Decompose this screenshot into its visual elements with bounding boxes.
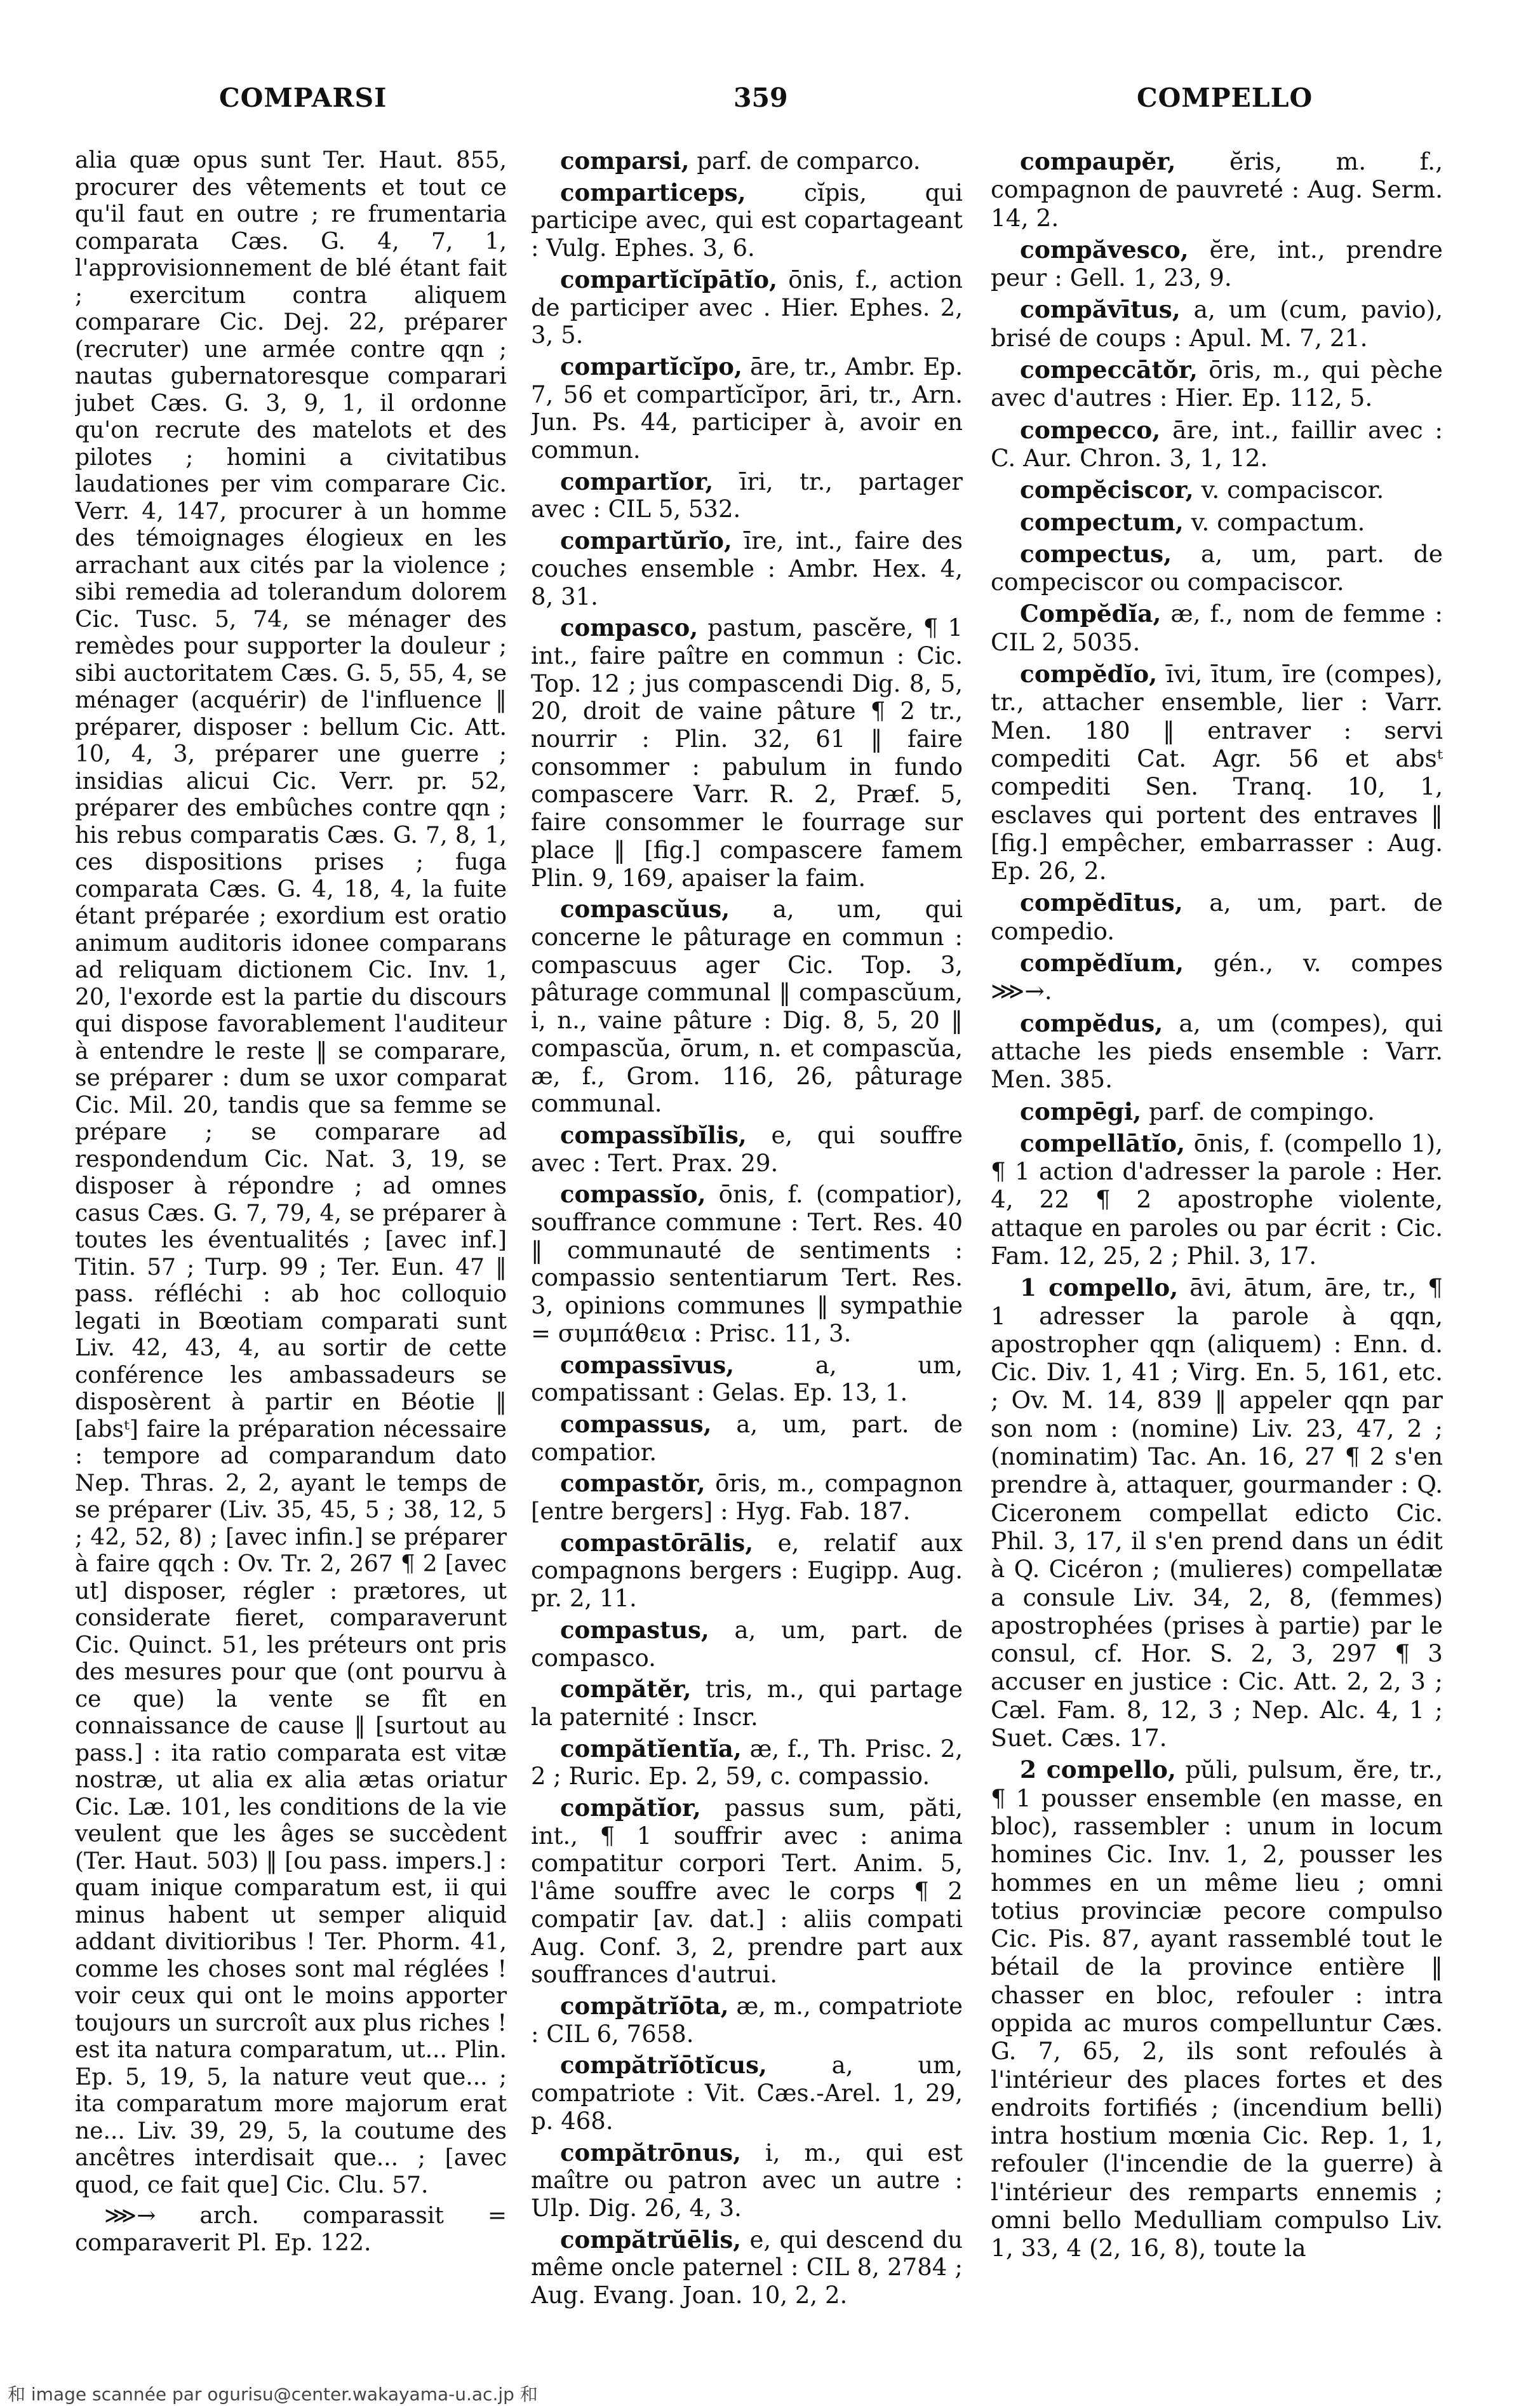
dictionary-entry [531,1529,963,1613]
dictionary-entry [991,949,1443,1005]
entry-text: āre, tr., Ambr. Ep. 7, 56 et compartĭcĭpor, āri, tr., Arn. Jun. Ps. 44, participer à, avoir en commun. [531,353,963,464]
entry-headword: compătrĭōta, [560,1992,729,2020]
dictionary-entry [991,1009,1443,1094]
dictionary-entry [991,540,1443,596]
entry-headword: 1 compello, [1020,1274,1179,1302]
dictionary-entry [531,468,963,523]
entry-headword: compĕdus, [1020,1009,1163,1037]
entry-headword: compassus, [560,1409,712,1438]
dictionary-entry [991,356,1443,412]
entry-headword: 2 compello, [1020,1756,1176,1784]
dictionary-entry [531,1181,963,1347]
entry-text: e, relatif aux compagnons bergers : Eugipp. Aug. pr. 2, 11. [531,1529,963,1613]
entry-headword: comparsi, [560,147,690,175]
dictionary-entry [531,2226,963,2309]
dictionary-entry [991,476,1443,504]
dictionary-entry [531,1794,963,1989]
dictionary-entry [531,266,963,349]
dictionary-entry [991,416,1443,473]
entry-text: ōnis, f. (compatior), souffrance commune : Tert. Res. 40 ‖ communauté de sentiments : compassio sententiarum Tert. Res. 3, opinions communes ‖ sympathie = συμπάθεια : Prisc. 11, 3. [531,1181,963,1347]
entry-text: ⋙→ arch. comparassit = comparaverit Pl. Ep. 122. [75,2203,507,2256]
entry-headword: compastōrālis, [560,1528,754,1557]
entry-text: passus sum, păti, int., ¶ 1 souffrir avec : anima compatitur corpori Tert. Anim. 5, l'âme souffre avec le corps ¶ 2 compatir [av. dat.] : aliis compati Aug. Conf. 3, 2, prendre part aux souffrances d'autrui. [531,1794,963,1989]
entry-text: īvi, ītum, īre (compes), tr., attacher ensemble, lier : Varr. Men. 180 ‖ entraver : servi compediti Cat. Agr. 56 et absᵗ compediti Sen. Tranq. 10, 1, esclaves qui portent des entraves ‖ [fig.] empêcher, embarrasser : Aug. Ep. 26, 2. [991,660,1443,885]
dictionary-entry [531,1993,963,2048]
entry-text: æ, f., nom de femme : CIL 2, 5035. [991,600,1443,656]
entry-headword: compartĭcĭpātĭo, [560,265,777,293]
entry-text: i, m., qui est maître ou patron avec un autre : Ulp. Dig. 26, 4, 3. [531,2139,963,2222]
entry-headword: compascŭus, [560,895,730,924]
entry-text: alia quæ opus sunt Ter. Haut. 855, procurer des vêtements et tout ce qu'il faut en outre ; re frumentaria comparata Cæs. G. 4, 7, 1, l'approvisionnement de blé étant fait ; exercitum contra aliquem comparare Cic. Dej. 22, préparer (recruter) une armée contre qqn ; nautas gubernatoresque comparari jubet Cæs. G. 3, 9, 1, il ordonne qu'on recrute des matelots et des pilotes ; homini a civitatibus laudationes per vim comparare Cic. Verr. 4, 147, procurer à un homme des témoignages élogieux en les arrachant aux cités par la violence ; sibi remedia ad tolerandum dolorem Cic. Tusc. 5, 74, se ménager des remèdes pour supporter la douleur ; sibi auctoritatem Cæs. G. 5, 55, 4, se ménager (acquérir) de l'influence ‖ préparer, disposer : bellum Cic. Att. 10, 4, 3, préparer une guerre ; insidias alicui Cic. Verr. pr. 52, préparer des embûches contre qqn ; his rebus comparatis Cæs. G. 7, 8, 1, ces dispositions prises ; fuga comparata Cæs. G. 4, 18, 4, la fuite étant préparée ; exordium est oratio animum auditoris idonee comparans ad reliquam dictionem Cic. Inv. 1, 20, l'exorde est la partie du discours qui dispose favorablement l'auditeur à entendre le reste ‖ se comparare, se préparer : dum se uxor comparat Cic. Mil. 20, tandis que sa femme se prépare ; se comparare ad respondendum Cic. Nat. 3, 19, se disposer à répondre ; ad omnes casus Cæs. G. 7, 79, 4, se préparer à toutes les éventualités ; [avec inf.] Titin. 57 ; Turp. 99 ; Ter. Eun. 47 ‖ pass. réfléchi : ab hoc colloquio legati in Bœotiam comparati sunt Liv. 42, 43, 4, au sortir de cette conférence les ambassadeurs se disposèrent à partir en Béotie ‖ [absᵗ] faire la préparation nécessaire : tempore ad comparandum dato Nep. Thras. 2, 2, ayant le temps de se préparer (Liv. 35, 45, 5 ; 38, 12, 5 ; 42, 52, 8) ; [avec infin.] se préparer à faire qqch : Ov. Tr. 2, 267 ¶ 2 [avec ut] disposer, régler : prætores, ut considerate fieret, comparaverunt Cic. Quinct. 51, les préteurs ont pris des mesures pour que (ont pourvu à ce que) la vente se fît en connaissance de cause ‖ [surtout au pass.] : ita ratio comparata est vitæ nostræ, ut alia ex alia ætas oriatur Cic. Læ. 101, les conditions de la vie veulent que les âges se succèdent (Ter. Haut. 503) ‖ [ou pass. impers.] : quam inique comparatum est, ii qui minus habent ut semper aliquid addant divitioribus ! Ter. Phorm. 41, comme les choses sont mal réglées ! voir ceux qui ont le moins apporter toujours un surcroît aux plus riches ! est ita natura comparatum, ut... Plin. Ep. 5, 19, 5, la nature veut que... ; ita comparatum more majorum erat ne... Liv. 39, 29, 5, la coutume des ancêtres interdisait que... ; [avec quod, ce fait que] Cic. Clu. 57. [75,147,507,2198]
dictionary-entry [991,508,1443,536]
entry-headword: compătĕr, [560,1675,692,1704]
entry-text: ōris, m., compagnon [entre bergers] : Hyg. Fab. 187. [531,1470,963,1526]
entry-text: æ, f., Th. Prisc. 2, 2 ; Ruric. Ep. 2, 59, c. compassio. [531,1735,963,1791]
entry-headword: Compĕdĭa, [1020,600,1162,628]
running-head-first-word: COMPARSI [219,83,387,113]
entry-text: a, um (compes), qui attache les pieds ensemble : Varr. Men. 385. [991,1009,1443,1094]
entry-headword: compătrōnus, [560,2138,741,2167]
entry-headword: compastŏr, [560,1469,706,1498]
entry-headword: compartĭcĭpo, [560,352,742,380]
dictionary-entry [531,1676,963,1731]
dictionary-entry [991,1098,1443,1126]
entry-text: ōris, m., qui pèche avec d'autres : Hier. Ep. 112, 5. [991,356,1443,412]
entry-text: pŭli, pulsum, ĕre, tr., ¶ 1 pousser ensemble (en masse, en bloc), rassembler : unum in locum homines Cic. Inv. 1, 2, pousser les hommes en un même lieu ; omni totius provinciæ pecore compulso Cic. Pis. 87, ayant rassemblé tout le bétail de la province entière ‖ chasser en bloc, refouler : intra oppida ac muros compelluntur Cæs. G. 7, 65, 2, ils sont refoulés à l'intérieur des places fortes et des endroits fortifiés ; (incendium belli) intra hostium mœnia Cic. Rep. 1, 1, refouler (l'incendie de la guerre) à l'intérieur des remparts ennemis ; omni bello Medulliam compulso Liv. 1, 33, 4 (2, 16, 8), toute la [991,1756,1443,2262]
dictionary-entry [531,1616,963,1672]
entry-headword: compasco, [560,614,699,642]
dictionary-entry [531,1122,963,1177]
dictionary-entry [991,1129,1443,1270]
dictionary-entry [531,2139,963,2222]
entry-headword: compăvītus, [1020,295,1181,324]
dictionary-entry [531,1735,963,1791]
dictionary-entry [531,2052,963,2135]
column-1 [75,147,507,2351]
entry-headword: compecco, [1020,415,1161,444]
entry-headword: compătrŭēlis, [560,2225,742,2254]
entry-headword: compeccātŏr, [1020,356,1198,384]
entry-headword: compĕciscor, [1020,476,1194,504]
entry-text: gén., v. compes ⋙→. [991,949,1443,1005]
scan-credit: 和 image scannée par ogurisu@center.wakayama-u.ac.jp 和 [8,2384,538,2405]
entry-headword: compĕdĭum, [1020,949,1184,978]
dictionary-entry [991,889,1443,945]
entry-headword: compellātĭo, [1020,1129,1186,1157]
dictionary-entry [991,600,1443,656]
dictionary-entry [531,353,963,464]
dictionary-entry [531,1470,963,1525]
entry-headword: compēgi, [1020,1097,1142,1126]
entry-headword: compĕdītus, [1020,889,1183,917]
entry-text: a, um, compatriote : Vit. Cæs.-Arel. 1, 29, p. 468. [531,2052,963,2135]
dictionary-entry [991,236,1443,292]
page-header [0,83,1540,127]
entry-text: e, qui souffre avec : Tert. Prax. 29. [531,1121,963,1177]
entry-text: ĕris, m. f., compagnon de pauvreté : Aug. Serm. 14, 2. [991,147,1443,232]
entry-headword: compartŭrĭo, [560,527,732,555]
entry-headword: compaupĕr, [1020,147,1176,175]
entry-text: āre, int., faillir avec : C. Aur. Chron. 3, 1, 12. [991,415,1443,472]
entry-headword: compastus, [560,1615,709,1644]
entry-headword: compassĭbĭlis, [560,1120,747,1149]
entry-headword: compătĭor, [560,1794,701,1822]
entry-headword: compassīvus, [560,1350,735,1379]
entry-headword: compectum, [1020,507,1184,536]
entry-text: parf. de comparco. [689,147,921,175]
entry-text: æ, m., compatriote : CIL 6, 7658. [531,1993,963,2048]
dictionary-entry [991,147,1443,232]
entry-text: v. compaciscor. [1193,476,1384,504]
page-number: 359 [733,83,788,113]
entry-headword: compectus, [1020,539,1172,568]
column-3 [991,147,1443,2351]
entry-text: a, um, part. de compatior. [531,1410,963,1466]
dictionary-entry [531,614,963,892]
entry-text: pastum, pascĕre, ¶ 1 int., faire paître en commun : Cic. Top. 12 ; jus compascendi Dig. 8, 5, 20, droit de vaine pâture ¶ 2 tr., nourrir : Plin. 32, 61 ‖ faire consommer : pabulum in fundo compascere Varr. R. 2, Præf. 5, faire consommer le fourrage sur place ‖ [fig.] compascere famem Plin. 9, 169, apaiser la faim. [531,614,963,892]
entry-text: ōnis, f., action de participer avec . Hier. Ephes. 2, 3, 5. [531,265,963,349]
dictionary-entry [991,660,1443,885]
entry-text: cĭpis, qui participe avec, qui est copartageant : Vulg. Ephes. 3, 6. [531,178,963,262]
entry-headword: compĕdĭo, [1020,660,1158,689]
entry-text: īre, int., faire des couches ensemble : Ambr. Hex. 4, 8, 31. [531,527,963,610]
entry-text: a, um, part. de compeciscor ou compaciscor. [991,539,1443,596]
entry-headword: compătrĭōtĭcus, [560,2051,767,2080]
dictionary-entry [75,2203,507,2257]
dictionary-entry [531,1411,963,1466]
entry-text: a, um, part. de compedio. [991,889,1443,945]
entry-text: ĕre, int., prendre peur : Gell. 1, 23, 9. [991,235,1443,292]
dictionary-entry [531,527,963,610]
entry-headword: compăvesco, [1020,235,1189,264]
entry-text: e, qui descend du même oncle paternel : CIL 8, 2784 ; Aug. Evang. Joan. 10, 2, 2. [531,2226,963,2309]
entry-text: a, um, part. de compasco. [531,1616,963,1672]
entry-headword: comparticeps, [560,178,746,206]
dictionary-entry [75,147,507,2199]
entry-text: āvi, ātum, āre, tr., ¶ 1 adresser la parole à qqn, apostropher qqn (aliquem) : Enn. d. Cic. Div. 1, 41 ; Virg. En. 5, 161, etc. ; Ov. M. 14, 839 ‖ appeler qqn par son nom : (nomine) Liv. 23, 47, 2 ; (nominatim) Tac. An. 16, 27 ¶ 2 s'en prendre à, attaquer, gourmander : Q. Ciceronem compellat edicto Cic. Phil. 3, 17, il s'en prend dans un édit à Q. Cicéron ; (mulieres) compellatæ a consule Liv. 34, 2, 8, (femmes) apostrophées (prises à partie) par le consul, cf. Hor. S. 2, 3, 297 ¶ 3 accuser en justice : Cic. Att. 2, 2, 3 ; Cæl. Fam. 8, 12, 3 ; Nep. Alc. 4, 1 ; Suet. Cæs. 17. [991,1274,1443,1752]
dictionary-entry [991,1756,1443,2262]
entry-text: parf. de compingo. [1141,1097,1375,1126]
entry-headword: compătĭentĭa, [560,1734,742,1763]
entry-text: īri, tr., partager avec : CIL 5, 532. [531,467,963,523]
entry-text: a, um, qui concerne le pâturage en commun : compascuus ager Cic. Top. 3, pâturage communal ‖ compascŭum, i, n., vaine pâture : Dig. 8, 5, 20 ‖ compascŭa, ōrum, n. et compascŭa, æ, f., Grom. 116, 26, pâturage communal. [531,896,963,1118]
dictionary-entry [531,896,963,1118]
dictionary-entry [531,179,963,262]
dictionary-entry [991,1274,1443,1752]
running-head-last-word: COMPELLO [1137,83,1313,113]
dictionary-entry [991,295,1443,352]
entry-headword: compartĭor, [560,467,714,495]
entry-text: v. compactum. [1183,507,1365,536]
dictionary-entry [531,1352,963,1407]
entry-text: a, um (cum, pavio), brisé de coups : Apul. M. 7, 21. [991,295,1443,352]
entry-headword: compassĭo, [560,1180,706,1209]
entry-text: tris, m., qui partage la paternité : Inscr. [531,1676,963,1731]
entry-text: ōnis, f. (compello 1), ¶ 1 action d'adresser la parole : Her. 4, 22 ¶ 2 apostrophe violente, attaque en paroles ou par écrit : Cic. Fam. 12, 25, 2 ; Phil. 3, 17. [991,1129,1443,1270]
entry-text: a, um, compatissant : Gelas. Ep. 13, 1. [531,1351,963,1407]
dictionary-entry [531,147,963,175]
column-2 [531,147,963,2351]
